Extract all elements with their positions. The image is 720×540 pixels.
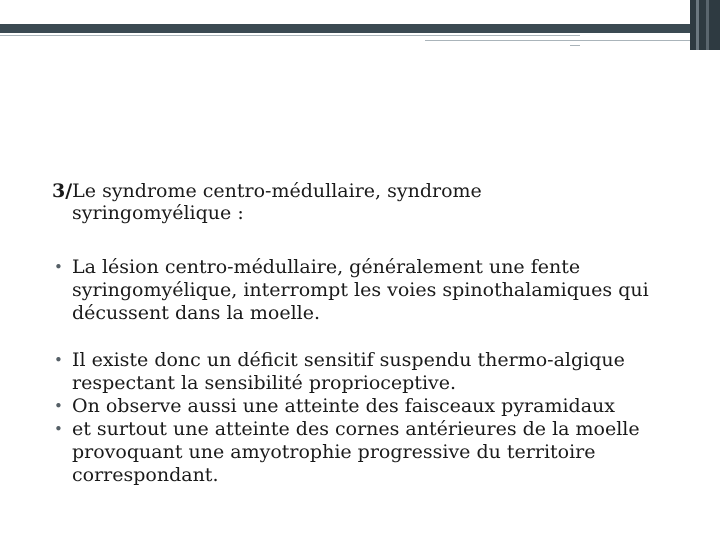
title-line-2: syringomyélique : [72,202,244,224]
bullet-text: Il existe donc un déficit sensitif suspendu thermo-algique respectant la sensibilité proprioceptive. [72,349,625,394]
bullet-text: et surtout une atteinte des cornes antérieures de la moelle provoquant une amyotrophie progressive du territoire correspondant. [72,418,640,486]
bullet-icon: • [54,420,63,438]
slide-title [52,180,672,224]
bullet-item [52,256,692,325]
bullet-icon: • [54,351,63,369]
bullet-item [52,418,692,487]
bullet-text: On observe aussi une atteinte des faisceaux pyramidaux [72,395,615,417]
slide-header-area [0,0,720,24]
bullet-item [52,349,692,395]
header-rule [425,40,690,41]
header-rule [570,45,580,46]
header-band [0,24,690,33]
bullet-item [52,395,692,418]
title-line-1: Le syndrome centro-médullaire, syndrome [72,180,482,202]
bullet-icon: • [54,397,63,415]
title-number: 3/ [52,180,73,202]
bullet-icon: • [54,258,63,276]
header-rule [0,35,580,36]
header-corner-block [690,0,720,50]
bullet-list [52,256,692,487]
bullet-text: La lésion centro-médullaire, généralement une fente syringomyélique, interrompt les voies spinothalamiques qui décussent dans la moelle. [72,256,649,324]
